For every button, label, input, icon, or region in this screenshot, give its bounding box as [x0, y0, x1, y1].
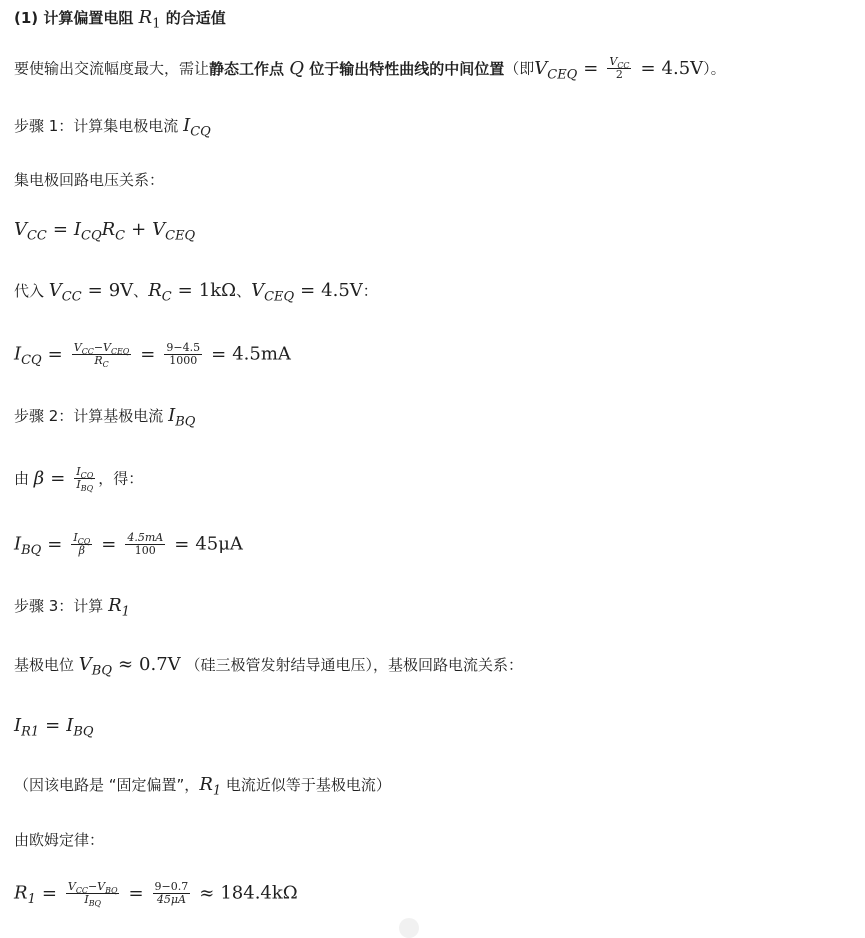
step2-beta-relation: 由 β = $\frac{I_{CQ}}{I_{BQ}}$ ，得：	[14, 465, 144, 493]
step1-substitute: 代入 $V_{CC} = 9V$、$R_C = 1k\Omega$、$V_{CEQ} = 4.5V$：	[14, 280, 378, 305]
intro-paren-open: （即	[504, 59, 535, 78]
title-var: $R_1$	[138, 7, 161, 32]
step3-ohm-label: 由欧姆定律：	[14, 831, 105, 849]
step2-heading: 步骤 2：计算基极电流 $I_{BQ}$	[14, 405, 196, 430]
step3-heading: 步骤 3：计算 $R_1$	[14, 595, 130, 620]
step3-r1-result: $R_1$ = $\frac{V_{CC}-V_{BQ}}{I_{BQ}}$ = $\frac{9-0.7}{45\mu A}$ ≈ 184.4kΩ	[14, 880, 298, 908]
title-text: 计算偏置电阻	[43, 9, 134, 27]
step1-relation-label: 集电极回路电压关系：	[14, 171, 165, 189]
title-suffix: 的合适值	[165, 9, 226, 27]
intro-equation: $V_{CEQ}$ = $\frac{V_{CC}}{2}$ = 4.5V	[534, 55, 704, 83]
step2-ibq-result: $I_{BQ}$ = $\frac{I_{CQ}}{\beta}$ = $\frac{4.5mA}{100}$ = 45μA	[14, 531, 243, 559]
intro-text: 要使输出交流幅度最大，需让	[14, 59, 210, 78]
step3-current-equation: $I_{R1} = I_{BQ}$	[14, 715, 94, 740]
title-prefix: (1)	[14, 9, 39, 27]
step1-icq-result: $I_{CQ}$ = $\frac{V_{CC}-V_{CEQ}}{R_C}$ = $\frac{9-4.5}{1000}$ = 4.5mA	[14, 341, 291, 369]
step1-kvl-equation: $V_{CC} = I_{CQ}R_C + V_{CEQ}$	[14, 219, 196, 244]
intro-bold: 静态工作点 Q 位于输出特性曲线的中间位置	[209, 57, 505, 79]
step1-heading: 步骤 1：计算集电极电流 $I_{CQ}$	[14, 115, 211, 140]
intro-paren-close: ）。	[703, 59, 726, 78]
step3-note: （因该电路是 “固定偏置”，$R_1$ 电流近似等于基极电流）	[14, 774, 391, 799]
scroll-indicator	[399, 918, 419, 938]
step3-base-voltage: 基极电位 $V_{BQ} \approx 0.7V$ （硅三极管发射结导通电压），基极回路电流关系：	[14, 654, 523, 679]
intro-paragraph	[14, 56, 726, 81]
section-title	[14, 7, 226, 32]
